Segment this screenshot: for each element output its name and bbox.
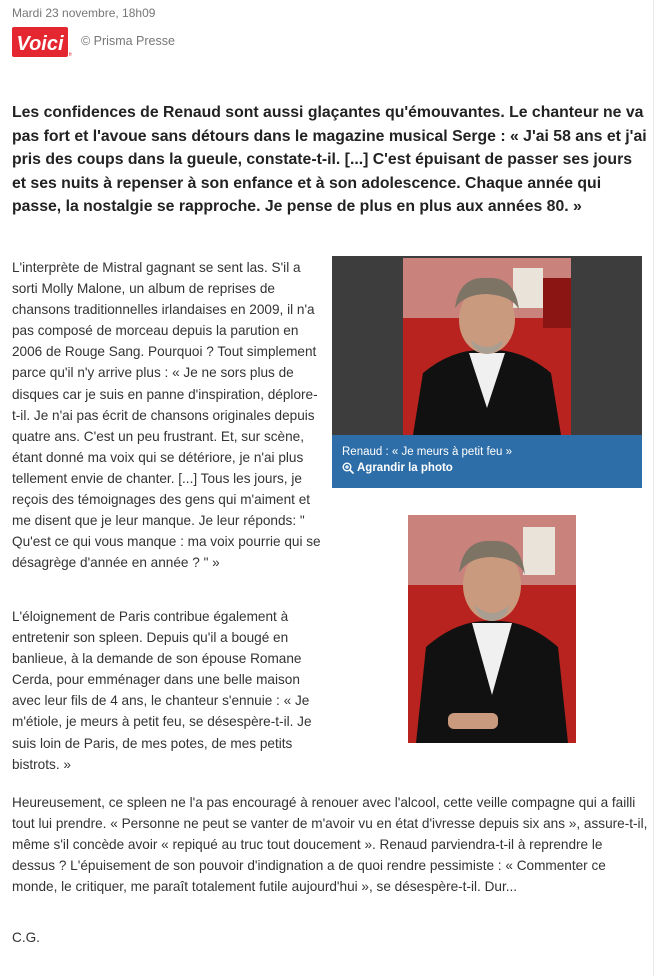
article-lead: Les confidences de Renaud sont aussi glaçantes qu'émouvantes. Le chanteur ne va pas fort et l'avoue sans détours dans le magazine musical Serge : « J'ai 58 ans et j'ai pris des coups dans la gueule, constate-t-il. [...] C'est épuisant de passer ses jours et ses nuits à repenser à son enfance et à son adolescence. Chaque année qui passe, la nostalgie se rapproche. Je pense de plus en plus aux années 80. » [12, 104, 647, 216]
author-signature: C.G. [12, 930, 40, 945]
zoom-in-icon [342, 462, 354, 474]
photo-gallery[interactable] [332, 256, 642, 488]
article-paragraph-3: Heureusement, ce spleen ne l'a pas encouragé à renouer avec l'alcool, cette veille compagne qui a failli tout lui prendre. « Personne ne peut se vanter de m'avoir vu en état d'ivresse depuis six ans », assure-t-il, même s'il concède avoir « repiqué au truc tout doucement ». Renaud parviendra-t-il à reprendre le dessus ? L'épuisement de son pouvoir d'indignation a de quoi rendre pessimiste : « Commenter ce monde, le critiquer, me paraît totalement futile aujourd'hui », se désespère-t-il. Dur... [12, 795, 648, 895]
renaud-photo[interactable] [403, 258, 571, 435]
photo-caption: Renaud : « Je meurs à petit feu » [342, 446, 513, 458]
voici-logo[interactable] [12, 27, 72, 57]
enlarge-photo-label: Agrandir la photo [357, 462, 453, 474]
article-paragraph-1: L'interprète de Mistral gagnant se sent las. S'il a sorti Molly Malone, un album de reprises de chansons traditionnelles irlandaises en 2009, il n'a pas composé de morceau depuis la parution en 2006 de Rouge Sang. Pourquoi ? Tout simplement parce qu'il n'y arrive plus : « Je ne sors plus de disques car je suis en panne d'inspiration, déplore-t-il. Je n'ai pas écrit de chansons originales depuis quatre ans. C'est un peu frustrant. Et, sur scène, étant donné ma voix qui se détériore, je n'ai plus tellement envie de chanter. [...] Tous les jours, je reçois des témoignages des gens qui m'aiment et me disent que je leur manque. Je leur réponds: " Qu'est ce qui vous manque : ma voix pourrie qui se désagrège d'année en année ? " » [12, 260, 321, 571]
article-paragraph-2: L'éloignement de Paris contribue également à entretenir son spleen. Depuis qu'il a bougé en banlieue, à la demande de son épouse Romane Cerda, pour emménager dans une belle maison avec leur fils de 4 ans, le chanteur s'ennuie : « Je m'étiole, je meurs à petit feu, se désespère-t-il. Je suis loin de Paris, de mes potes, de mes petits bistrots. » [12, 609, 312, 772]
svg-text:fr: fr [69, 52, 72, 57]
page-edge-rule [653, 0, 654, 976]
article-date: Mardi 23 novembre, 18h09 [12, 6, 156, 20]
photo-caption-bar [332, 435, 642, 488]
photo-credit: © Prisma Presse [81, 34, 175, 48]
renaud-photo-large [408, 515, 576, 743]
logo-text: Voici [16, 33, 64, 55]
enlarge-photo-link[interactable] [342, 462, 453, 474]
